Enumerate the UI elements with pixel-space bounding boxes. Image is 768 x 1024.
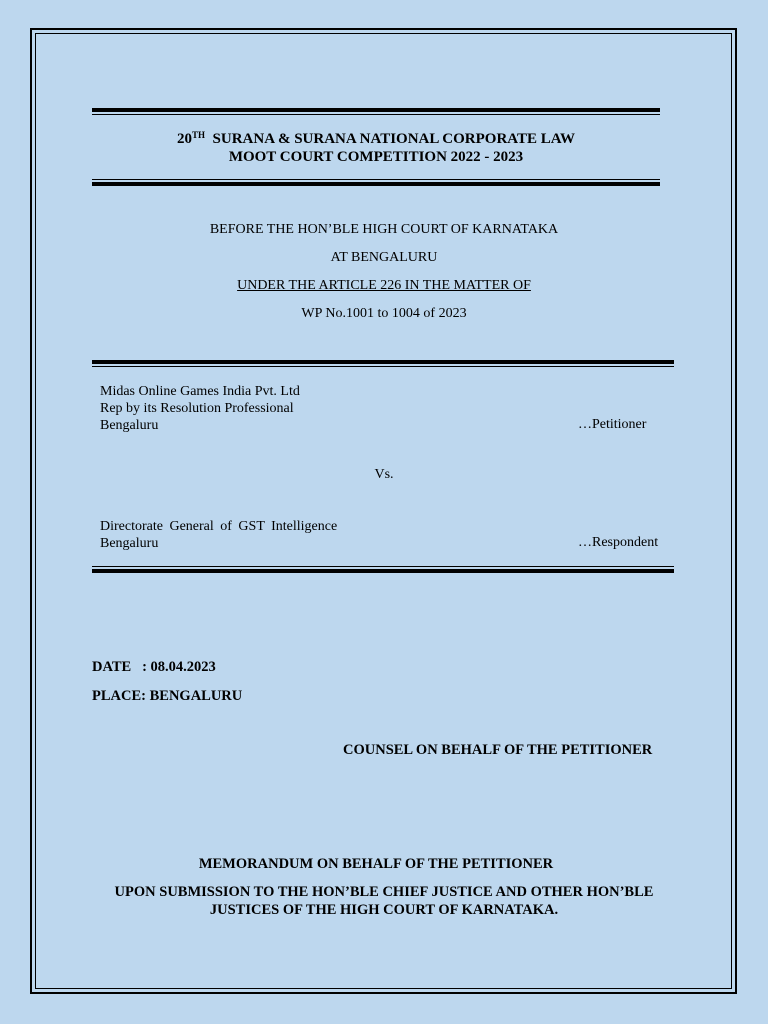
petitioner-rep: Rep by its Resolution Professional <box>100 401 294 416</box>
versus: Vs. <box>374 467 394 482</box>
parties-top-rule <box>92 360 674 367</box>
petitioner-name: Midas Online Games India Pvt. Ltd <box>100 384 300 399</box>
respondent-name: Directorate General of GST Intelligence <box>100 519 338 534</box>
submission-line1: UPON SUBMISSION TO THE HON’BLE CHIEF JUSTICE AND OTHER HON’BLE <box>114 884 654 900</box>
respondent-role: …Respondent <box>578 535 659 550</box>
date-line: DATE : 08.04.2023 <box>92 659 216 675</box>
counsel-line: COUNSEL ON BEHALF OF THE PETITIONER <box>343 742 653 758</box>
petitioner-place: Bengaluru <box>100 418 159 433</box>
court-location: AT BENGALURU <box>330 250 438 265</box>
page-border-inner <box>35 33 732 989</box>
article-line: UNDER THE ARTICLE 226 IN THE MATTER OF <box>237 278 531 293</box>
parties-bottom-rule <box>92 566 674 573</box>
court-name: BEFORE THE HON’BLE HIGH COURT OF KARNATAKA <box>209 222 559 237</box>
header-top-rule <box>92 108 660 115</box>
writ-petition-number: WP No.1001 to 1004 of 2023 <box>301 306 467 321</box>
submission-line2: JUSTICES OF THE HIGH COURT OF KARNATAKA. <box>209 902 559 918</box>
place-line: PLACE: BENGALURU <box>92 688 243 704</box>
respondent-place: Bengaluru <box>100 536 159 551</box>
competition-title-line1: 20TH SURANA & SURANA NATIONAL CORPORATE LAW <box>177 130 575 147</box>
header-bottom-rule <box>92 179 660 186</box>
petitioner-role: …Petitioner <box>578 417 647 432</box>
competition-title-line2: MOOT COURT COMPETITION 2022 - 2023 <box>228 149 524 165</box>
memorandum-title: MEMORANDUM ON BEHALF OF THE PETITIONER <box>198 856 554 872</box>
